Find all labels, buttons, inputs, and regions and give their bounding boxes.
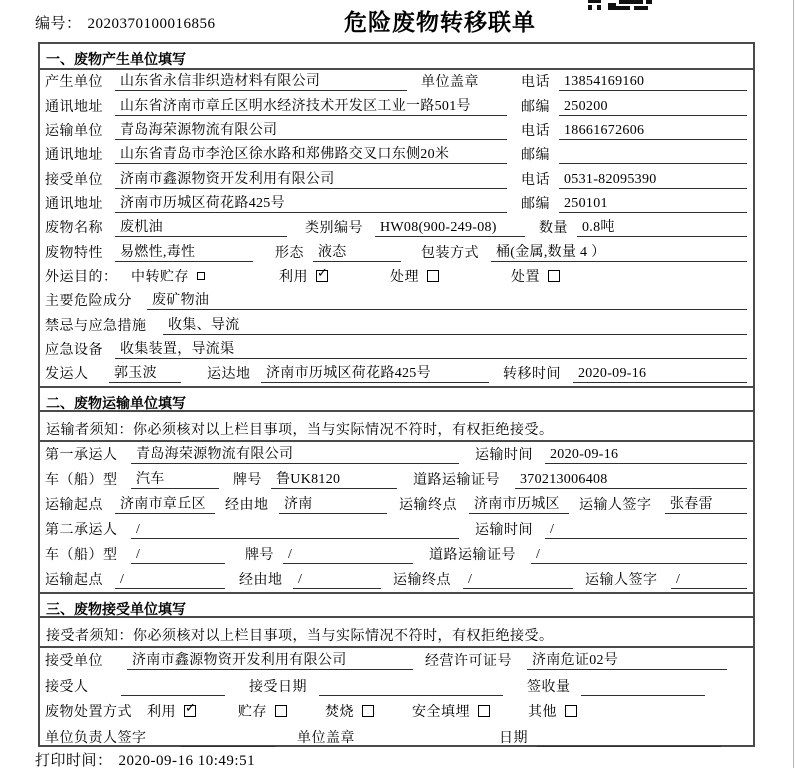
field-value: 2020-09-16 — [545, 447, 747, 464]
form-row — [40, 94, 753, 118]
field-label: 类别编号 — [305, 221, 363, 237]
checkbox-group — [511, 266, 560, 286]
field-label: 运输起点 — [45, 498, 103, 514]
form-row — [40, 240, 753, 264]
field-label: 废物名称 — [45, 221, 103, 237]
field-label: 接受单位 — [45, 654, 103, 670]
field-value: 易燃性,毒性 — [115, 241, 253, 262]
field-label: 废物处置方式 — [45, 705, 132, 721]
field-label: 通讯地址 — [45, 197, 103, 213]
field-value: 张春雷 — [665, 493, 747, 514]
print-time — [35, 749, 255, 768]
form-row — [40, 216, 753, 240]
checkbox-group — [390, 266, 439, 286]
print-time-label: 打印时间： — [35, 753, 113, 768]
checkbox-checked-icon — [316, 266, 328, 282]
field-value: 废机油 — [115, 216, 287, 237]
field-label: 车（船）型 — [45, 473, 118, 489]
field-value — [121, 679, 225, 696]
field-label: 邮编 — [521, 99, 550, 115]
form-row — [40, 517, 753, 542]
field-value: 鲁UK8120 — [271, 468, 397, 489]
form-row — [40, 648, 753, 674]
section-notice-receiver: 接受者须知：你必须核对以上栏目事项，当与实际情况不符时，有权拒绝接受。 — [40, 618, 753, 648]
form-row — [40, 492, 753, 517]
field-label: 发运人 — [45, 367, 89, 383]
form-row — [40, 442, 753, 467]
page-right-edge-divider — [793, 0, 794, 768]
checkbox-label: 利用 — [279, 270, 308, 286]
field-label: 外运目的： — [45, 270, 118, 286]
field-label: 牌号 — [233, 473, 262, 489]
field-value: / — [545, 522, 747, 539]
field-label: 接受人 — [45, 679, 89, 695]
field-label: 废物特性 — [45, 245, 103, 261]
field-value: HW08(900-249-08) — [375, 220, 525, 237]
field-value: / — [531, 547, 747, 564]
field-value: 山东省永信非织造材料有限公司 — [115, 70, 407, 91]
field-value: / — [671, 572, 747, 589]
field-value: / — [131, 547, 225, 564]
form-row — [40, 467, 753, 492]
checkbox-group — [412, 701, 490, 721]
field-value: / — [131, 522, 459, 539]
section-title-producer: 一、废物产生单位填写 — [40, 44, 753, 70]
field-label: 经由地 — [239, 572, 283, 588]
form-row — [40, 167, 753, 191]
field-value — [581, 679, 705, 696]
field-value: 济南危证02号 — [527, 649, 727, 670]
field-value: 收集装置，导流渠 — [115, 338, 747, 359]
checkbox-label: 安全填埋 — [412, 705, 470, 721]
field-value: 18661672606 — [559, 123, 747, 140]
field-label: 接受单位 — [45, 172, 103, 188]
field-value: 250101 — [559, 196, 747, 213]
section-notice-transporter: 运输者须知：你必须核对以上栏目事项，当与实际情况不符时，有权拒绝接受。 — [40, 412, 753, 442]
form-row — [40, 362, 753, 386]
field-label: 第一承运人 — [45, 448, 118, 464]
field-label: 通讯地址 — [45, 148, 103, 164]
form-row — [40, 724, 753, 750]
checkbox-unchecked-icon — [478, 705, 490, 717]
form-row — [40, 673, 753, 699]
checkbox-unchecked-icon — [565, 705, 577, 717]
field-value: / — [283, 547, 413, 564]
field-value: 济南市历城区 — [469, 493, 569, 514]
field-value: 郭玉波 — [109, 362, 181, 383]
field-value: 济南市历城区荷花路425号 — [115, 192, 507, 213]
field-value: 液态 — [313, 241, 401, 262]
form-row — [40, 119, 753, 143]
field-value: 370213006408 — [515, 472, 747, 489]
field-label: 签收量 — [527, 679, 571, 695]
form-row — [40, 542, 753, 567]
field-value: 桶(金属,数量 4 ） — [491, 241, 747, 262]
field-label: 形态 — [275, 245, 304, 261]
checkbox-label: 其他 — [528, 705, 557, 721]
field-value: 废矿物油 — [147, 289, 747, 310]
field-value: / — [463, 572, 573, 589]
checkbox-unchecked-icon — [362, 705, 374, 717]
field-label: 电话 — [521, 172, 550, 188]
field-label: 运输起点 — [45, 572, 103, 588]
field-label: 道路运输证号 — [429, 547, 516, 563]
field-label: 邮编 — [521, 197, 550, 213]
form-row — [40, 143, 753, 167]
form-row — [40, 70, 753, 94]
field-label: 主要危险成分 — [45, 294, 132, 310]
checkbox-group — [528, 701, 577, 721]
checkbox-group — [147, 701, 196, 721]
field-label: 邮编 — [521, 148, 550, 164]
form-row — [40, 265, 753, 289]
form-row — [40, 567, 753, 592]
field-label: 运输人签字 — [585, 572, 658, 588]
checkmark-icon: ✓ — [185, 701, 196, 717]
field-value — [181, 730, 275, 747]
field-value: 济南市鑫源物资开发利用有限公司 — [127, 649, 413, 670]
field-value: / — [293, 572, 381, 589]
field-label: 包装方式 — [421, 245, 479, 261]
field-label: 单位盖章 — [421, 75, 479, 91]
field-label: 电话 — [521, 75, 550, 91]
field-value: 青岛海荣源物流有限公司 — [131, 443, 459, 464]
field-label: 应急设备 — [45, 343, 103, 359]
form-row — [40, 289, 753, 313]
field-label: 日期 — [499, 730, 528, 746]
field-label: 运输终点 — [399, 498, 457, 514]
field-label: 运输人签字 — [579, 498, 652, 514]
document-header — [0, 0, 796, 42]
section-transporter — [40, 386, 753, 591]
field-label: 数量 — [539, 221, 568, 237]
field-label: 禁忌与应急措施 — [45, 318, 147, 334]
checkbox-unchecked-icon — [197, 272, 205, 280]
field-value: 0531-82095390 — [559, 172, 747, 189]
field-label: 运输单位 — [45, 124, 103, 140]
checkbox-label: 利用 — [147, 705, 176, 721]
checkbox-group — [238, 701, 287, 721]
form-row — [40, 192, 753, 216]
field-label: 电话 — [521, 124, 550, 140]
field-value: 青岛海荣源物流有限公司 — [115, 119, 507, 140]
field-value: 2020-09-16 — [573, 366, 747, 383]
checkbox-unchecked-icon — [275, 705, 287, 717]
field-label: 运输时间 — [475, 523, 533, 539]
field-label: 产生单位 — [45, 75, 103, 91]
field-label: 转移时间 — [503, 367, 561, 383]
field-label: 运输终点 — [393, 572, 451, 588]
field-value: 13854169160 — [559, 74, 747, 91]
qr-code-fragment-icon — [588, 0, 652, 10]
checkbox-unchecked-icon — [427, 270, 439, 282]
serial-value: 2020370100016856 — [87, 16, 216, 32]
field-label: 接受日期 — [249, 679, 307, 695]
print-time-value: 2020-09-16 10:49:51 — [118, 753, 256, 768]
serial-label: 编号： — [35, 16, 82, 32]
field-label: 牌号 — [245, 547, 274, 563]
checkbox-checked-icon — [184, 701, 196, 717]
form-row — [40, 313, 753, 337]
manifest-form — [38, 42, 755, 747]
section-receiver — [40, 592, 753, 750]
field-label: 单位盖章 — [297, 730, 355, 746]
field-value: 济南市历城区荷花路425号 — [261, 362, 489, 383]
field-value — [559, 147, 747, 164]
checkmark-icon: ✓ — [317, 266, 328, 282]
field-value: 250200 — [559, 99, 747, 116]
serial-number — [35, 12, 216, 33]
field-value — [537, 730, 721, 747]
field-value: 济南 — [279, 493, 387, 514]
field-label: 道路运输证号 — [413, 473, 500, 489]
section-producer — [40, 44, 753, 386]
field-value: / — [115, 572, 225, 589]
field-label: 经由地 — [225, 498, 269, 514]
checkbox-label: 处理 — [390, 270, 419, 286]
page-title: 危险废物转移联单 — [344, 9, 536, 35]
field-label: 运输时间 — [475, 448, 533, 464]
field-label: 单位负责人签字 — [45, 730, 147, 746]
checkbox-unchecked-icon — [548, 270, 560, 282]
section-title-transporter: 二、废物运输单位填写 — [40, 386, 753, 412]
field-value: 收集、导流 — [163, 314, 747, 335]
field-label: 车（船）型 — [45, 547, 118, 563]
checkbox-label: 处置 — [511, 270, 540, 286]
form-row — [40, 699, 753, 725]
checkbox-label: 中转贮存 — [131, 270, 189, 286]
field-value: 济南市鑫源物资开发利用有限公司 — [115, 168, 507, 189]
section-title-receiver: 三、废物接受单位填写 — [40, 592, 753, 618]
checkbox-group — [325, 701, 374, 721]
field-value: 山东省济南市章丘区明水经济技术开发区工业一路501号 — [115, 95, 507, 116]
field-label: 运达地 — [207, 367, 251, 383]
field-value: 山东省青岛市李沧区徐水路和郑佛路交叉口东侧20米 — [115, 143, 507, 164]
field-value — [319, 679, 503, 696]
checkbox-label: 贮存 — [238, 705, 267, 721]
checkbox-group — [131, 266, 205, 286]
field-value: 汽车 — [131, 468, 219, 489]
form-row — [40, 338, 753, 362]
checkbox-group — [279, 266, 328, 286]
checkbox-label: 焚烧 — [325, 705, 354, 721]
field-value: 济南市章丘区 — [115, 493, 215, 514]
field-value: 0.8吨 — [577, 216, 747, 237]
field-label: 通讯地址 — [45, 99, 103, 115]
field-label: 经营许可证号 — [425, 654, 512, 670]
field-label: 第二承运人 — [45, 523, 118, 539]
